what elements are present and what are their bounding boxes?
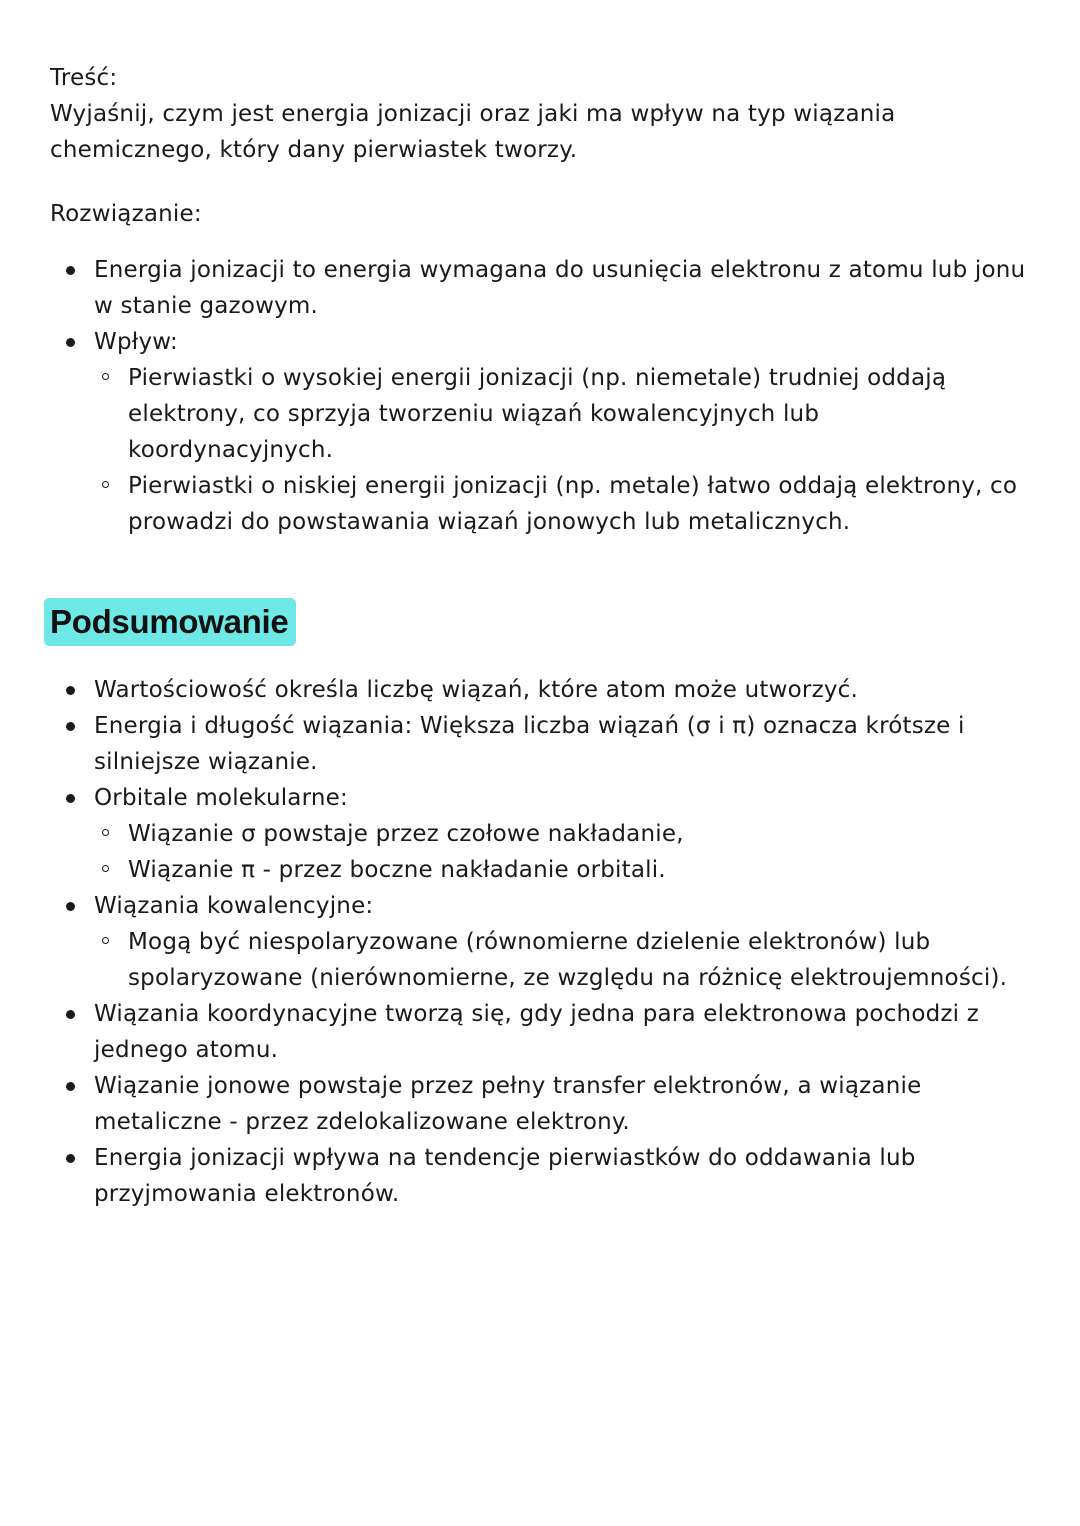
summary-item-text: Energia i długość wiązania: Większa liczba wiązań (σ i π) oznacza krótsze i silniejsze wiązanie. xyxy=(94,713,965,775)
list-item xyxy=(50,672,1030,708)
solution-list xyxy=(50,252,1030,540)
list-item xyxy=(50,996,1030,1068)
circle-bullet-icon xyxy=(102,829,109,836)
summary-heading xyxy=(44,598,296,646)
summary-item-text: Wiązania koordynacyjne tworzą się, gdy jedna para elektronowa pochodzi z jednego atomu. xyxy=(94,1001,980,1063)
bullet-icon xyxy=(66,338,75,347)
bullet-icon xyxy=(66,902,75,911)
solution-item-text: Energia jonizacji to energia wymagana do usunięcia elektronu z atomu lub jonu w stanie gazowym. xyxy=(94,257,1026,319)
circle-bullet-icon xyxy=(102,373,109,380)
summary-heading-text: Podsumowanie xyxy=(50,603,289,640)
list-item xyxy=(94,924,1030,996)
circle-bullet-icon xyxy=(102,937,109,944)
summary-item-text: Energia jonizacji wpływa na tendencje pierwiastków do oddawania lub przyjmowania elektronów. xyxy=(94,1145,916,1207)
task-text: Wyjaśnij, czym jest energia jonizacji oraz jaki ma wpływ na typ wiązania chemicznego, który dany pierwiastek tworzy. xyxy=(50,101,896,163)
solution-item-text: Wpływ: xyxy=(94,329,178,355)
summary-item-text: Orbitale molekularne: xyxy=(94,785,348,811)
summary-sublist xyxy=(94,816,1030,888)
list-item xyxy=(94,816,1030,852)
summary-subitem-text: Wiązanie π - przez boczne nakładanie orbitali. xyxy=(128,857,666,883)
summary-item-text: Wartościowość określa liczbę wiązań, które atom może utworzyć. xyxy=(94,677,859,703)
bullet-icon xyxy=(66,1010,75,1019)
list-item xyxy=(94,468,1030,540)
list-item xyxy=(50,324,1030,540)
bullet-icon xyxy=(66,1082,75,1091)
solution-subitem-text: Pierwiastki o niskiej energii jonizacji (np. metale) łatwo oddają elektrony, co prowadzi do powstawania wiązań jonowych lub metalicznych. xyxy=(128,473,1018,535)
solution-sublist xyxy=(94,360,1030,540)
bullet-icon xyxy=(66,266,75,275)
list-item xyxy=(94,852,1030,888)
solution-label: Rozwiązanie: xyxy=(50,201,202,227)
summary-list xyxy=(50,672,1030,1212)
list-item xyxy=(50,708,1030,780)
summary-sublist xyxy=(94,924,1030,996)
bullet-icon xyxy=(66,722,75,731)
circle-bullet-icon xyxy=(102,481,109,488)
summary-subitem-text: Mogą być niespolaryzowane (równomierne dzielenie elektronów) lub spolaryzowane (nierównomierne, ze względu na różnicę elektroujemności). xyxy=(128,929,1008,991)
list-item xyxy=(94,360,1030,468)
list-item xyxy=(50,780,1030,888)
bullet-icon xyxy=(66,686,75,695)
list-item xyxy=(50,888,1030,996)
summary-section xyxy=(50,672,1030,1212)
bullet-icon xyxy=(66,1154,75,1163)
list-item xyxy=(50,1140,1030,1212)
summary-item-text: Wiązanie jonowe powstaje przez pełny transfer elektronów, a wiązanie metaliczne - przez zdelokalizowane elektrony. xyxy=(94,1073,922,1135)
list-item xyxy=(50,252,1030,324)
list-item xyxy=(50,1068,1030,1140)
summary-item-text: Wiązania kowalencyjne: xyxy=(94,893,374,919)
bullet-icon xyxy=(66,794,75,803)
solution-section xyxy=(50,196,1030,540)
task-section xyxy=(50,60,1030,168)
solution-subitem-text: Pierwiastki o wysokiej energii jonizacji (np. niemetale) trudniej oddają elektrony, co sprzyja tworzeniu wiązań kowalencyjnych lub koordynacyjnych. xyxy=(128,365,947,463)
circle-bullet-icon xyxy=(102,865,109,872)
summary-subitem-text: Wiązanie σ powstaje przez czołowe nakładanie, xyxy=(128,821,684,847)
content-label: Treść: xyxy=(50,65,118,91)
